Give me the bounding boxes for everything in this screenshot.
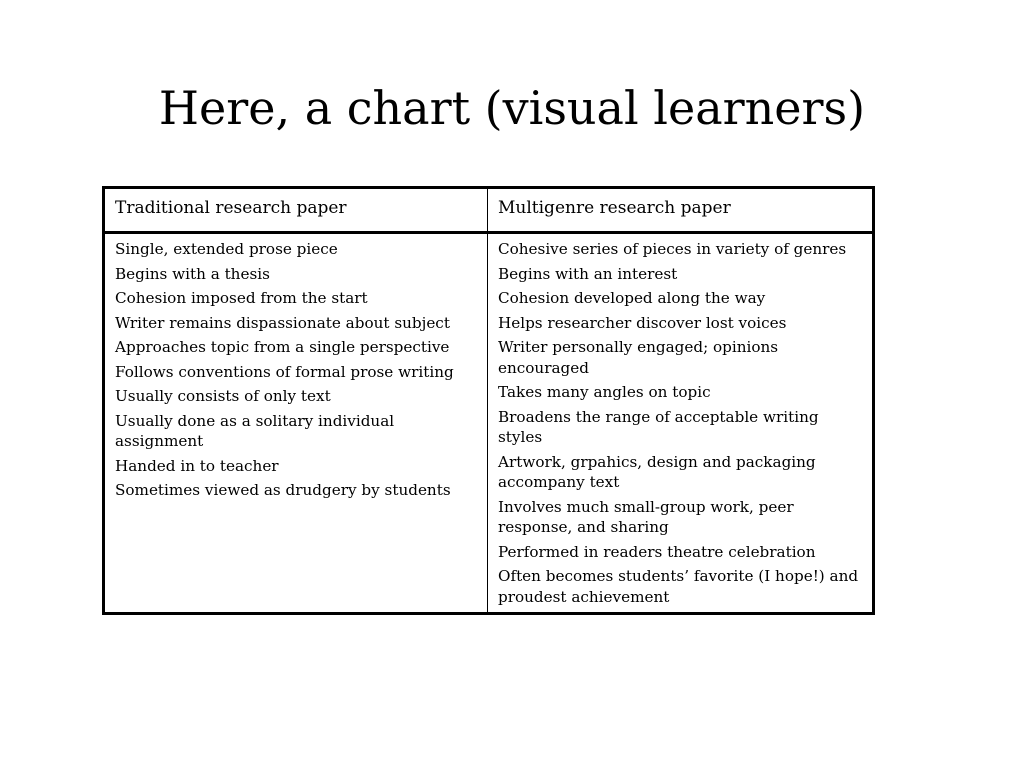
list-item: Cohesion developed along the way <box>498 289 766 307</box>
list-item: Usually consists of only text <box>115 387 331 405</box>
list-item: Single, extended prose piece <box>115 240 338 258</box>
list-item: Broadens the range of acceptable writing styles <box>498 407 819 446</box>
list-item: Writer personally engaged; opinions encouraged <box>498 338 779 377</box>
slide-title: Here, a chart (visual learners) <box>158 81 866 135</box>
header-traditional: Traditional research paper <box>104 188 488 233</box>
list-item: Begins with a thesis <box>115 264 270 283</box>
list-item: Artwork, grpahics, design and packaging accompany text <box>498 452 816 491</box>
comparison-table <box>102 186 875 615</box>
header-multigenre: Multigenre research paper <box>488 188 874 233</box>
list-item: Follows conventions of formal prose writing <box>115 362 454 381</box>
list-item: Handed in to teacher <box>115 456 279 475</box>
body-row <box>104 233 874 614</box>
list-item: Helps researcher discover lost voices <box>498 313 787 332</box>
header-row <box>104 188 874 233</box>
list-item: Begins with an interest <box>498 264 678 283</box>
list-item: Approaches topic from a single perspective <box>115 338 450 356</box>
list-item: Often becomes students’ favorite (I hope!) and proudest achievement <box>498 567 859 606</box>
list-item: Cohesion imposed from the start <box>115 289 368 307</box>
list-item: Sometimes viewed as drudgery by students <box>115 481 451 499</box>
multigenre-column <box>488 233 874 614</box>
list-item: Performed in readers theatre celebration <box>498 542 816 561</box>
list-item: Usually done as a solitary individual assignment <box>115 411 395 450</box>
list-item: Takes many angles on topic <box>498 383 711 401</box>
list-item: Involves much small-group work, peer response, and sharing <box>498 497 794 536</box>
list-item: Cohesive series of pieces in variety of genres <box>498 240 847 258</box>
traditional-column <box>104 233 488 614</box>
list-item: Writer remains dispassionate about subject <box>115 313 450 332</box>
